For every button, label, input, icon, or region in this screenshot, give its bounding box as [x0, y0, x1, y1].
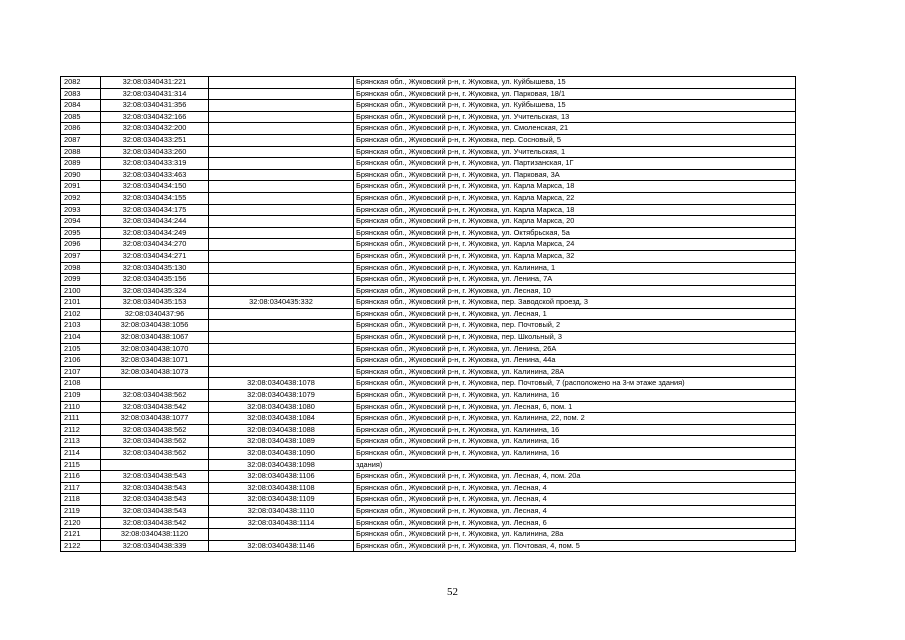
row-number: 2109 [61, 390, 101, 402]
property-address: Брянская обл., Жуковский р-н, г. Жуковка, ул. Карла Маркса, 32 [354, 250, 796, 262]
property-address: Брянская обл., Жуковский р-н, г. Жуковка, ул. Лесная, 6 [354, 517, 796, 529]
cadastral-number: 32:08:0340438:1077 [101, 413, 209, 425]
property-address: Брянская обл., Жуковский р-н, г. Жуковка, ул. Парковая, 3А [354, 169, 796, 181]
cadastral-number: 32:08:0340433:260 [101, 146, 209, 158]
row-number: 2111 [61, 413, 101, 425]
property-address: Брянская обл., Жуковский р-н, г. Жуковка, ул. Партизанская, 1Г [354, 158, 796, 170]
cadastral-number: 32:08:0340438:543 [101, 471, 209, 483]
property-address: Брянская обл., Жуковский р-н, г. Жуковка, ул. Калинина, 16 [354, 424, 796, 436]
building-cadastral-number [209, 332, 354, 344]
building-cadastral-number [209, 111, 354, 123]
building-cadastral-number [209, 320, 354, 332]
table-row [61, 111, 796, 123]
cadastral-number: 32:08:0340438:562 [101, 436, 209, 448]
property-address: Брянская обл., Жуковский р-н, г. Жуковка, ул. Калинина, 1 [354, 262, 796, 274]
property-address: Брянская обл., Жуковский р-н, г. Жуковка, ул. Калинина, 16 [354, 436, 796, 448]
row-number: 2093 [61, 204, 101, 216]
building-cadastral-number [209, 123, 354, 135]
row-number: 2102 [61, 308, 101, 320]
property-address: Брянская обл., Жуковский р-н, г. Жуковка, ул. Карла Маркса, 20 [354, 216, 796, 228]
table-row [61, 332, 796, 344]
building-cadastral-number [209, 355, 354, 367]
register-table-body [61, 77, 796, 552]
table-row [61, 204, 796, 216]
table-row [61, 355, 796, 367]
cadastral-number: 32:08:0340438:542 [101, 517, 209, 529]
property-address: Брянская обл., Жуковский р-н, г. Жуковка, ул. Ленина, 44а [354, 355, 796, 367]
property-address: Брянская обл., Жуковский р-н, г. Жуковка, ул. Учительская, 1 [354, 146, 796, 158]
building-cadastral-number: 32:08:0340438:1146 [209, 540, 354, 552]
cadastral-number [101, 459, 209, 471]
row-number: 2097 [61, 250, 101, 262]
table-row [61, 424, 796, 436]
building-cadastral-number: 32:08:0340438:1098 [209, 459, 354, 471]
row-number: 2103 [61, 320, 101, 332]
cadastral-number: 32:08:0340437:96 [101, 308, 209, 320]
cadastral-number: 32:08:0340434:249 [101, 227, 209, 239]
cadastral-number: 32:08:0340438:1067 [101, 332, 209, 344]
row-number: 2085 [61, 111, 101, 123]
building-cadastral-number [209, 250, 354, 262]
building-cadastral-number [209, 192, 354, 204]
table-row [61, 158, 796, 170]
table-row [61, 77, 796, 89]
cadastral-number: 32:08:0340438:562 [101, 448, 209, 460]
cadastral-number: 32:08:0340438:1071 [101, 355, 209, 367]
property-address: Брянская обл., Жуковский р-н, г. Жуковка, ул. Лесная, 4 [354, 505, 796, 517]
property-register-table [60, 76, 796, 552]
row-number: 2120 [61, 517, 101, 529]
building-cadastral-number [209, 366, 354, 378]
table-row [61, 482, 796, 494]
building-cadastral-number: 32:08:0340438:1080 [209, 401, 354, 413]
property-address: Брянская обл., Жуковский р-н, г. Жуковка, ул. Ленина, 7А [354, 274, 796, 286]
cadastral-number: 32:08:0340431:356 [101, 100, 209, 112]
table-row [61, 100, 796, 112]
row-number: 2086 [61, 123, 101, 135]
table-row [61, 378, 796, 390]
building-cadastral-number [209, 100, 354, 112]
cadastral-number: 32:08:0340438:1070 [101, 343, 209, 355]
building-cadastral-number: 32:08:0340435:332 [209, 297, 354, 309]
cadastral-number: 32:08:0340435:324 [101, 285, 209, 297]
cadastral-number: 32:08:0340438:562 [101, 424, 209, 436]
table-row [61, 146, 796, 158]
table-row [61, 192, 796, 204]
row-number: 2100 [61, 285, 101, 297]
building-cadastral-number: 32:08:0340438:1089 [209, 436, 354, 448]
cadastral-number: 32:08:0340435:130 [101, 262, 209, 274]
building-cadastral-number [209, 158, 354, 170]
row-number: 2098 [61, 262, 101, 274]
building-cadastral-number: 32:08:0340438:1114 [209, 517, 354, 529]
row-number: 2105 [61, 343, 101, 355]
table-row [61, 413, 796, 425]
property-address: Брянская обл., Жуковский р-н, г. Жуковка, ул. Карла Маркса, 24 [354, 239, 796, 251]
building-cadastral-number [209, 146, 354, 158]
table-row [61, 471, 796, 483]
cadastral-number: 32:08:0340435:156 [101, 274, 209, 286]
row-number: 2095 [61, 227, 101, 239]
table-row [61, 134, 796, 146]
table-row [61, 494, 796, 506]
row-number: 2096 [61, 239, 101, 251]
table-row [61, 227, 796, 239]
cadastral-number: 32:08:0340438:543 [101, 505, 209, 517]
cadastral-number: 32:08:0340438:1120 [101, 529, 209, 541]
property-address: Брянская обл., Жуковский р-н, г. Жуковка, ул. Лесная, 4 [354, 482, 796, 494]
building-cadastral-number [209, 204, 354, 216]
cadastral-number: 32:08:0340438:1073 [101, 366, 209, 378]
row-number: 2104 [61, 332, 101, 344]
property-address: Брянская обл., Жуковский р-н, г. Жуковка, ул. Куйбышева, 15 [354, 77, 796, 89]
table-row [61, 448, 796, 460]
cadastral-number: 32:08:0340434:150 [101, 181, 209, 193]
property-address: Брянская обл., Жуковский р-н, г. Жуковка, ул. Лесная, 6, пом. 1 [354, 401, 796, 413]
property-address: Брянская обл., Жуковский р-н, г. Жуковка, ул. Почтовая, 4, пом. 5 [354, 540, 796, 552]
table-row [61, 366, 796, 378]
property-address: Брянская обл., Жуковский р-н, г. Жуковка, ул. Учительская, 13 [354, 111, 796, 123]
table-row [61, 285, 796, 297]
table-row [61, 169, 796, 181]
cadastral-number: 32:08:0340438:1056 [101, 320, 209, 332]
building-cadastral-number [209, 308, 354, 320]
property-address: Брянская обл., Жуковский р-н, г. Жуковка, ул. Парковая, 18/1 [354, 88, 796, 100]
table-row [61, 436, 796, 448]
property-address: Брянская обл., Жуковский р-н, г. Жуковка, ул. Лесная, 1 [354, 308, 796, 320]
row-number: 2087 [61, 134, 101, 146]
building-cadastral-number [209, 529, 354, 541]
table-row [61, 216, 796, 228]
table-row [61, 297, 796, 309]
building-cadastral-number: 32:08:0340438:1109 [209, 494, 354, 506]
property-address: Брянская обл., Жуковский р-н, г. Жуковка, пер. Школьный, 3 [354, 332, 796, 344]
property-address: Брянская обл., Жуковский р-н, г. Жуковка, ул. Лесная, 4, пом. 20а [354, 471, 796, 483]
property-address: Брянская обл., Жуковский р-н, г. Жуковка, ул. Карла Маркса, 18 [354, 181, 796, 193]
table-row [61, 517, 796, 529]
property-address: Брянская обл., Жуковский р-н, г. Жуковка, ул. Карла Маркса, 22 [354, 192, 796, 204]
row-number: 2084 [61, 100, 101, 112]
table-row [61, 88, 796, 100]
property-address: Брянская обл., Жуковский р-н, г. Жуковка, ул. Калинина, 16 [354, 448, 796, 460]
table-row [61, 262, 796, 274]
cadastral-number: 32:08:0340433:251 [101, 134, 209, 146]
building-cadastral-number: 32:08:0340438:1084 [209, 413, 354, 425]
table-row [61, 274, 796, 286]
table-row [61, 250, 796, 262]
building-cadastral-number [209, 262, 354, 274]
cadastral-number: 32:08:0340432:200 [101, 123, 209, 135]
building-cadastral-number: 32:08:0340438:1108 [209, 482, 354, 494]
cadastral-number: 32:08:0340438:339 [101, 540, 209, 552]
property-address: Брянская обл., Жуковский р-н, г. Жуковка, пер. Заводской проезд, 3 [354, 297, 796, 309]
row-number: 2099 [61, 274, 101, 286]
row-number: 2113 [61, 436, 101, 448]
building-cadastral-number: 32:08:0340438:1078 [209, 378, 354, 390]
cadastral-number: 32:08:0340433:463 [101, 169, 209, 181]
table-row [61, 390, 796, 402]
cadastral-number: 32:08:0340434:175 [101, 204, 209, 216]
cadastral-number: 32:08:0340431:314 [101, 88, 209, 100]
row-number: 2119 [61, 505, 101, 517]
table-row [61, 181, 796, 193]
building-cadastral-number [209, 134, 354, 146]
building-cadastral-number: 32:08:0340438:1106 [209, 471, 354, 483]
building-cadastral-number [209, 285, 354, 297]
building-cadastral-number [209, 216, 354, 228]
table-row [61, 239, 796, 251]
row-number: 2094 [61, 216, 101, 228]
cadastral-number: 32:08:0340434:155 [101, 192, 209, 204]
row-number: 2110 [61, 401, 101, 413]
building-cadastral-number: 32:08:0340438:1110 [209, 505, 354, 517]
building-cadastral-number [209, 343, 354, 355]
table-row [61, 401, 796, 413]
property-address: Брянская обл., Жуковский р-н, г. Жуковка, ул. Смоленская, 21 [354, 123, 796, 135]
property-address: Брянская обл., Жуковский р-н, г. Жуковка, ул. Куйбышева, 15 [354, 100, 796, 112]
row-number: 2083 [61, 88, 101, 100]
row-number: 2115 [61, 459, 101, 471]
property-address: здания) [354, 459, 796, 471]
row-number: 2116 [61, 471, 101, 483]
table-row [61, 505, 796, 517]
table-row [61, 308, 796, 320]
building-cadastral-number [209, 274, 354, 286]
building-cadastral-number [209, 169, 354, 181]
building-cadastral-number: 32:08:0340438:1079 [209, 390, 354, 402]
row-number: 2114 [61, 448, 101, 460]
page-number: 52 [447, 586, 458, 598]
row-number: 2090 [61, 169, 101, 181]
cadastral-number: 32:08:0340435:153 [101, 297, 209, 309]
property-address: Брянская обл., Жуковский р-н, г. Жуковка, пер. Сосновый, 5 [354, 134, 796, 146]
cadastral-number: 32:08:0340434:271 [101, 250, 209, 262]
table-row [61, 123, 796, 135]
cadastral-number: 32:08:0340432:166 [101, 111, 209, 123]
cadastral-number: 32:08:0340433:319 [101, 158, 209, 170]
row-number: 2106 [61, 355, 101, 367]
row-number: 2082 [61, 77, 101, 89]
table-row [61, 459, 796, 471]
cadastral-number: 32:08:0340434:270 [101, 239, 209, 251]
property-address: Брянская обл., Жуковский р-н, г. Жуковка, ул. Калинина, 22, пом. 2 [354, 413, 796, 425]
building-cadastral-number [209, 227, 354, 239]
building-cadastral-number [209, 239, 354, 251]
cadastral-number: 32:08:0340434:244 [101, 216, 209, 228]
row-number: 2107 [61, 366, 101, 378]
table-row [61, 320, 796, 332]
cadastral-number: 32:08:0340438:543 [101, 494, 209, 506]
row-number: 2122 [61, 540, 101, 552]
row-number: 2088 [61, 146, 101, 158]
property-address: Брянская обл., Жуковский р-н, г. Жуковка, пер. Почтовый, 7 (расположено на 3-м этаже здания) [354, 378, 796, 390]
row-number: 2121 [61, 529, 101, 541]
building-cadastral-number [209, 181, 354, 193]
row-number: 2117 [61, 482, 101, 494]
property-address: Брянская обл., Жуковский р-н, г. Жуковка, ул. Октябрьская, 5а [354, 227, 796, 239]
property-address: Брянская обл., Жуковский р-н, г. Жуковка, ул. Лесная, 4 [354, 494, 796, 506]
property-address: Брянская обл., Жуковский р-н, г. Жуковка, ул. Лесная, 10 [354, 285, 796, 297]
property-address: Брянская обл., Жуковский р-н, г. Жуковка, ул. Калинина, 28А [354, 366, 796, 378]
row-number: 2108 [61, 378, 101, 390]
building-cadastral-number [209, 88, 354, 100]
cadastral-number: 32:08:0340438:543 [101, 482, 209, 494]
row-number: 2101 [61, 297, 101, 309]
property-address: Брянская обл., Жуковский р-н, г. Жуковка, ул. Ленина, 26А [354, 343, 796, 355]
building-cadastral-number: 32:08:0340438:1088 [209, 424, 354, 436]
property-address: Брянская обл., Жуковский р-н, г. Жуковка, ул. Калинина, 28а [354, 529, 796, 541]
row-number: 2112 [61, 424, 101, 436]
row-number: 2118 [61, 494, 101, 506]
cadastral-number: 32:08:0340431:221 [101, 77, 209, 89]
row-number: 2092 [61, 192, 101, 204]
row-number: 2089 [61, 158, 101, 170]
cadastral-number: 32:08:0340438:562 [101, 390, 209, 402]
cadastral-number [101, 378, 209, 390]
building-cadastral-number [209, 77, 354, 89]
table-row [61, 343, 796, 355]
table-row [61, 540, 796, 552]
property-address: Брянская обл., Жуковский р-н, г. Жуковка, пер. Почтовый, 2 [354, 320, 796, 332]
property-address: Брянская обл., Жуковский р-н, г. Жуковка, ул. Калинина, 16 [354, 390, 796, 402]
building-cadastral-number: 32:08:0340438:1090 [209, 448, 354, 460]
table-row [61, 529, 796, 541]
row-number: 2091 [61, 181, 101, 193]
cadastral-number: 32:08:0340438:542 [101, 401, 209, 413]
property-address: Брянская обл., Жуковский р-н, г. Жуковка, ул. Карла Маркса, 18 [354, 204, 796, 216]
